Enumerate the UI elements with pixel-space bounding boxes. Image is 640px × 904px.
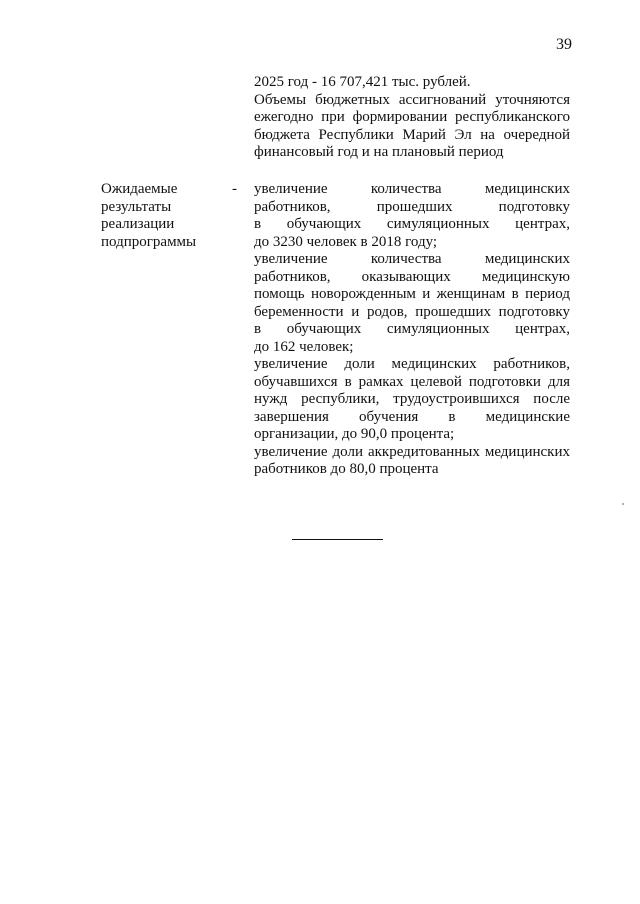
funding-line: 2025 год - 16 707,421 тыс. рублей. bbox=[254, 74, 471, 90]
result-line: увеличение доли медицинских работников, bbox=[254, 356, 570, 372]
result-line: завершения обучения в медицинские bbox=[254, 408, 570, 425]
result-line: до 162 человек; bbox=[254, 338, 354, 355]
label-dash: - bbox=[232, 181, 237, 197]
funding-line: бюджета Республики Марий Эл на очередной bbox=[254, 126, 570, 143]
result-line: работников до 80,0 процента bbox=[254, 461, 439, 477]
result-line: в обучающих симуляционных центрах, bbox=[254, 216, 570, 232]
scan-artifact bbox=[622, 503, 624, 505]
funding-line: Объемы бюджетных ассигнований уточняются bbox=[254, 91, 570, 108]
expected-results bbox=[254, 181, 570, 479]
result-line: нужд республики, трудоустроившихся после bbox=[254, 391, 570, 407]
section-label-line: реализации bbox=[101, 216, 175, 232]
result-line: в обучающих симуляционных центрах, bbox=[254, 321, 570, 337]
funding-note bbox=[254, 74, 570, 162]
page-number: 39 bbox=[556, 36, 572, 53]
section-label-line: подпрограммы bbox=[101, 233, 197, 250]
result-line: беременности и родов, прошедших подготовку bbox=[254, 303, 570, 320]
end-rule bbox=[292, 539, 383, 540]
funding-line: ежегодно при формировании республиканского bbox=[254, 109, 570, 125]
result-line: до 3230 человек в 2018 году; bbox=[254, 233, 438, 250]
funding-line: финансовый год и на плановый период bbox=[254, 144, 504, 160]
result-line: увеличение количества медицинских bbox=[254, 181, 570, 197]
result-line: работников, прошедших подготовку bbox=[254, 198, 570, 215]
result-line: работников, оказывающих медицинскую bbox=[254, 268, 570, 285]
result-line: помощь новорожденным и женщинам в период bbox=[254, 286, 570, 302]
section-label bbox=[101, 181, 221, 251]
result-line: обучавшихся в рамках целевой подготовки для bbox=[254, 373, 570, 390]
result-line: увеличение количества медицинских bbox=[254, 251, 570, 267]
section-label-line: результаты bbox=[101, 198, 172, 215]
result-line: организации, до 90,0 процента; bbox=[254, 426, 455, 442]
result-line: увеличение доли аккредитованных медицинских bbox=[254, 443, 570, 460]
section-label-line: Ожидаемые bbox=[101, 181, 178, 197]
